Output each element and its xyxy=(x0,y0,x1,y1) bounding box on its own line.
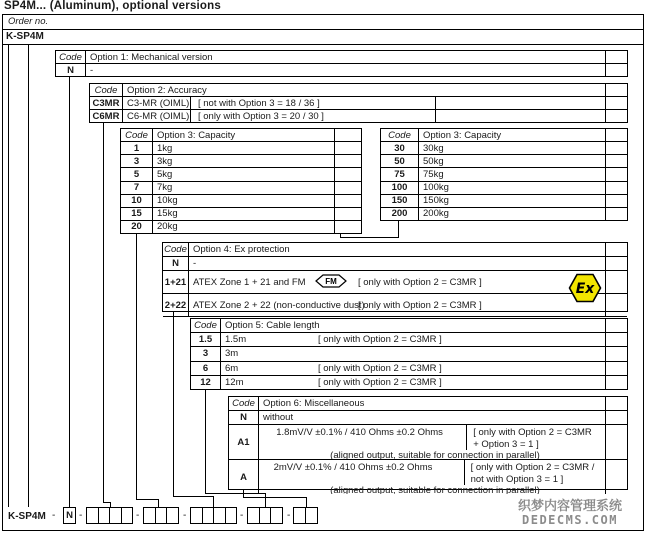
option6-table xyxy=(228,396,628,494)
code-box xyxy=(248,508,260,523)
table-row xyxy=(229,425,627,460)
option4-table xyxy=(162,242,628,312)
row-divider xyxy=(2,29,643,30)
condition-line1: [ only with Option 2 = C3MR / xyxy=(470,462,595,473)
watermark-line2: DEDECMS.COM xyxy=(522,513,618,527)
code-cell: C3MR xyxy=(90,97,123,109)
code-cell: C6MR xyxy=(90,110,123,122)
desc-text: 2mV/V ±0.1% / 410 Ohms ±0.2 Ohms xyxy=(273,462,433,473)
narrow-cell xyxy=(335,142,361,154)
note-text: (aligned output, suitable for connection in parallel) xyxy=(330,450,540,459)
row-divider xyxy=(2,44,643,45)
code-box xyxy=(214,508,226,523)
table-row xyxy=(163,271,627,294)
desc-upper xyxy=(272,425,592,450)
option3-table-right xyxy=(380,128,628,221)
table-header-row xyxy=(90,84,627,97)
desc-cell: without xyxy=(259,411,606,424)
order-code-separator: - xyxy=(79,510,83,521)
table-row xyxy=(191,362,627,376)
option-title-cell: Option 3: Capacity xyxy=(153,129,335,141)
filler-cell xyxy=(436,110,606,122)
code-cell: 200 xyxy=(381,208,419,220)
code-cell: 6 xyxy=(191,362,221,375)
code-box xyxy=(99,508,111,523)
order-code-box-group-option5 xyxy=(247,507,283,524)
desc-cell xyxy=(221,362,606,375)
narrow-cell xyxy=(606,243,627,256)
code-header-cell: Code xyxy=(56,51,86,63)
narrow-cell xyxy=(335,182,361,194)
narrow-cell xyxy=(606,333,627,346)
narrow-cell xyxy=(606,376,627,389)
desc-cell xyxy=(259,460,606,494)
connector-line xyxy=(28,44,29,507)
condition-text: [ only with Option 2 = C3MR ] xyxy=(358,299,482,311)
desc-cell: 7kg xyxy=(153,182,335,194)
desc-cell: 3kg xyxy=(153,155,335,167)
code-cell: 75 xyxy=(381,168,419,180)
narrow-cell xyxy=(335,208,361,220)
atex-ex-icon xyxy=(568,273,602,308)
narrow-cell xyxy=(335,221,361,233)
code-cell: 20 xyxy=(121,221,153,233)
narrow-cell xyxy=(606,294,627,316)
code-box xyxy=(144,508,156,523)
narrow-cell xyxy=(606,362,627,375)
table-row xyxy=(381,195,627,208)
desc-cell: 1kg xyxy=(153,142,335,154)
narrow-cell xyxy=(606,195,627,207)
table-header-row xyxy=(56,51,627,64)
table-row xyxy=(121,182,361,195)
table-row xyxy=(121,142,361,155)
desc-text: 6m xyxy=(225,362,239,374)
desc-cell: 200kg xyxy=(419,208,606,220)
connector-line xyxy=(340,237,399,238)
watermark xyxy=(497,499,643,527)
code-box xyxy=(294,508,306,523)
table-row xyxy=(121,155,361,168)
connector-line xyxy=(205,493,266,494)
narrow-cell xyxy=(335,155,361,167)
table-row xyxy=(90,97,627,110)
product-code-header: K-SP4M xyxy=(6,31,44,42)
narrow-cell xyxy=(335,129,361,141)
narrow-cell xyxy=(606,64,627,76)
table-row xyxy=(381,208,627,220)
code-box xyxy=(226,508,237,523)
desc-cell: - xyxy=(189,257,606,270)
code-cell: 15 xyxy=(121,208,153,220)
code-box xyxy=(122,508,133,523)
code-box xyxy=(306,508,317,523)
code-cell: A1 xyxy=(229,425,259,459)
connector-line xyxy=(136,499,159,500)
condition-cell: [ not with Option 3 = 18 / 36 ] xyxy=(191,97,436,109)
narrow-cell xyxy=(606,110,627,122)
narrow-cell xyxy=(606,208,627,220)
code-cell: 50 xyxy=(381,155,419,167)
narrow-cell xyxy=(606,257,627,270)
desc-cell xyxy=(221,333,606,346)
desc-cell: 15kg xyxy=(153,208,335,220)
option-title-cell: Option 1: Mechanical version xyxy=(86,51,606,63)
table-row xyxy=(191,333,627,347)
table-row xyxy=(163,294,627,317)
table-row xyxy=(90,110,627,122)
page-title: SP4M... (Aluminum), optional versions xyxy=(4,0,221,12)
order-code-box-group-option4 xyxy=(190,507,237,524)
desc-cell: 150kg xyxy=(419,195,606,207)
desc-cell: C3-MR (OIML) xyxy=(123,97,191,109)
table-row xyxy=(381,182,627,195)
code-header-cell: Code xyxy=(191,319,221,332)
table-header-row xyxy=(121,129,361,142)
table-header-row xyxy=(229,397,627,411)
option-title-cell: Option 4: Ex protection xyxy=(189,243,606,256)
table-row xyxy=(229,460,627,494)
table-row xyxy=(121,195,361,208)
option3-table-left xyxy=(120,128,362,234)
order-code-box-option1: N xyxy=(63,507,76,524)
condition-text: [ only with Option 2 = C3MR ] xyxy=(358,276,482,288)
code-cell: N xyxy=(163,257,189,270)
narrow-cell xyxy=(606,397,627,410)
table-row xyxy=(191,347,627,361)
order-no-label: Order no. xyxy=(8,16,49,27)
code-header-cell: Code xyxy=(163,243,189,256)
table-row xyxy=(381,168,627,181)
connector-line xyxy=(69,76,70,508)
code-cell: 5 xyxy=(121,168,153,180)
connector-line xyxy=(243,497,307,498)
code-cell: 3 xyxy=(121,155,153,167)
code-cell: 1.5 xyxy=(191,333,221,346)
connector-line xyxy=(265,493,266,508)
code-box xyxy=(110,508,122,523)
desc-cell xyxy=(259,425,606,459)
code-cell: 2+22 xyxy=(163,294,189,316)
connector-line xyxy=(8,44,9,507)
order-code-prefix: K-SP4M xyxy=(8,511,46,522)
desc-cell: 100kg xyxy=(419,182,606,194)
code-cell: 100 xyxy=(381,182,419,194)
table-row xyxy=(191,376,627,389)
option-title-cell: Option 5: Cable length xyxy=(221,319,606,332)
order-code-separator: - xyxy=(136,510,140,521)
code-cell: A xyxy=(229,460,259,494)
code-header-cell: Code xyxy=(121,129,153,141)
narrow-cell xyxy=(335,195,361,207)
connector-line xyxy=(173,496,214,497)
desc-cell xyxy=(221,376,606,389)
table-row xyxy=(56,64,627,76)
connector-line xyxy=(136,234,137,500)
table-row xyxy=(381,142,627,155)
filler-cell xyxy=(436,97,606,109)
table-row xyxy=(381,155,627,168)
desc-cell: 10kg xyxy=(153,195,335,207)
watermark-line1: 织梦内容管理系统 xyxy=(517,498,622,513)
narrow-cell xyxy=(606,142,627,154)
table-header-row xyxy=(191,319,627,333)
narrow-cell xyxy=(606,411,627,424)
condition-line1: [ only with Option 2 = C3MR xyxy=(473,427,592,438)
desc-cell: 30kg xyxy=(419,142,606,154)
table-header-row xyxy=(163,243,627,257)
condition-cell xyxy=(464,460,595,485)
desc-cell: 50kg xyxy=(419,155,606,167)
code-header-cell: Code xyxy=(381,129,419,141)
connector-line xyxy=(340,233,341,238)
code-cell: 150 xyxy=(381,195,419,207)
option-title-cell: Option 3: Capacity xyxy=(419,129,606,141)
narrow-cell xyxy=(606,155,627,167)
narrow-cell xyxy=(606,182,627,194)
order-code-box-group-option6 xyxy=(293,507,318,524)
option5-table xyxy=(190,318,628,390)
code-cell: 1 xyxy=(121,142,153,154)
code-box xyxy=(87,508,99,523)
desc-text: 12m xyxy=(225,376,244,388)
condition-line2: + Option 3 = 1 ] xyxy=(473,438,539,450)
desc-text: 1.8mV/V ±0.1% / 410 Ohms ±0.2 Ohms xyxy=(276,427,443,438)
desc-cell xyxy=(221,347,606,360)
narrow-cell xyxy=(606,129,627,141)
code-box xyxy=(260,508,272,523)
table-row xyxy=(121,208,361,221)
order-code-box-group-option2 xyxy=(86,507,133,524)
condition-text: [ only with Option 2 = C3MR ] xyxy=(318,334,442,346)
desc-cell: 20kg xyxy=(153,221,335,233)
order-code-separator: - xyxy=(287,510,291,521)
narrow-cell xyxy=(606,347,627,360)
narrow-cell xyxy=(606,425,627,459)
table-row xyxy=(121,221,361,233)
svg-text:Ex: Ex xyxy=(575,281,595,297)
condition-line2: not with Option 3 = 1 ] xyxy=(470,473,564,485)
code-cell: 12 xyxy=(191,376,221,389)
order-code-box-group-option3 xyxy=(143,507,179,524)
narrow-cell xyxy=(606,460,627,494)
order-code-separator: - xyxy=(183,510,187,521)
desc-text: ATEX Zone 2 + 22 (non-conductive dust) xyxy=(193,299,365,311)
connector-line xyxy=(398,221,399,237)
order-code-separator: - xyxy=(240,510,244,521)
narrow-cell xyxy=(606,84,627,96)
code-cell: N xyxy=(56,64,86,76)
table-row xyxy=(163,257,627,271)
code-cell: 10 xyxy=(121,195,153,207)
code-box xyxy=(191,508,203,523)
condition-text: [ only with Option 2 = C3MR ] xyxy=(318,376,442,388)
table-row xyxy=(229,411,627,425)
narrow-cell xyxy=(335,168,361,180)
svg-text:FM: FM xyxy=(324,276,337,286)
desc-text: 3m xyxy=(225,348,239,360)
code-box xyxy=(167,508,178,523)
desc-cell xyxy=(189,271,606,293)
option-title-cell: Option 2: Accuracy xyxy=(123,84,606,96)
connector-line xyxy=(173,312,174,497)
narrow-cell xyxy=(606,319,627,332)
condition-cell: [ only with Option 3 = 20 / 30 ] xyxy=(191,110,436,122)
desc-cell: 75kg xyxy=(419,168,606,180)
fm-approval-icon xyxy=(315,274,347,291)
note-text: (aligned output, suitable for connection in parallel) xyxy=(330,485,540,494)
desc-cell: 5kg xyxy=(153,168,335,180)
code-header-cell: Code xyxy=(90,84,123,96)
option-title-cell: Option 6: Miscellaneous xyxy=(259,397,606,410)
desc-cell xyxy=(189,294,606,316)
table-row xyxy=(121,168,361,181)
code-cell: 3 xyxy=(191,347,221,360)
code-header-cell: Code xyxy=(229,397,259,410)
option1-table xyxy=(55,50,628,77)
narrow-cell xyxy=(606,97,627,109)
connector-line xyxy=(205,390,206,494)
narrow-cell xyxy=(606,168,627,180)
order-code-separator: - xyxy=(52,510,56,521)
narrow-cell xyxy=(606,271,627,293)
desc-text: ATEX Zone 1 + 21 and FM xyxy=(193,276,306,288)
desc-text: 1.5m xyxy=(225,334,247,346)
code-cell: N xyxy=(229,411,259,424)
desc-upper xyxy=(270,460,595,485)
table-header-row xyxy=(381,129,627,142)
code-box xyxy=(156,508,168,523)
code-cell: 30 xyxy=(381,142,419,154)
code-cell: 1+21 xyxy=(163,271,189,293)
connector-line xyxy=(103,123,104,503)
desc-cell: - xyxy=(86,64,606,76)
desc-cell: C6-MR (OIML) xyxy=(123,110,191,122)
code-box xyxy=(203,508,215,523)
narrow-cell xyxy=(606,51,627,63)
code-box xyxy=(271,508,282,523)
condition-text: [ only with Option 2 = C3MR ] xyxy=(318,362,442,374)
condition-cell xyxy=(466,425,592,450)
option2-table xyxy=(89,83,628,123)
code-cell: 7 xyxy=(121,182,153,194)
